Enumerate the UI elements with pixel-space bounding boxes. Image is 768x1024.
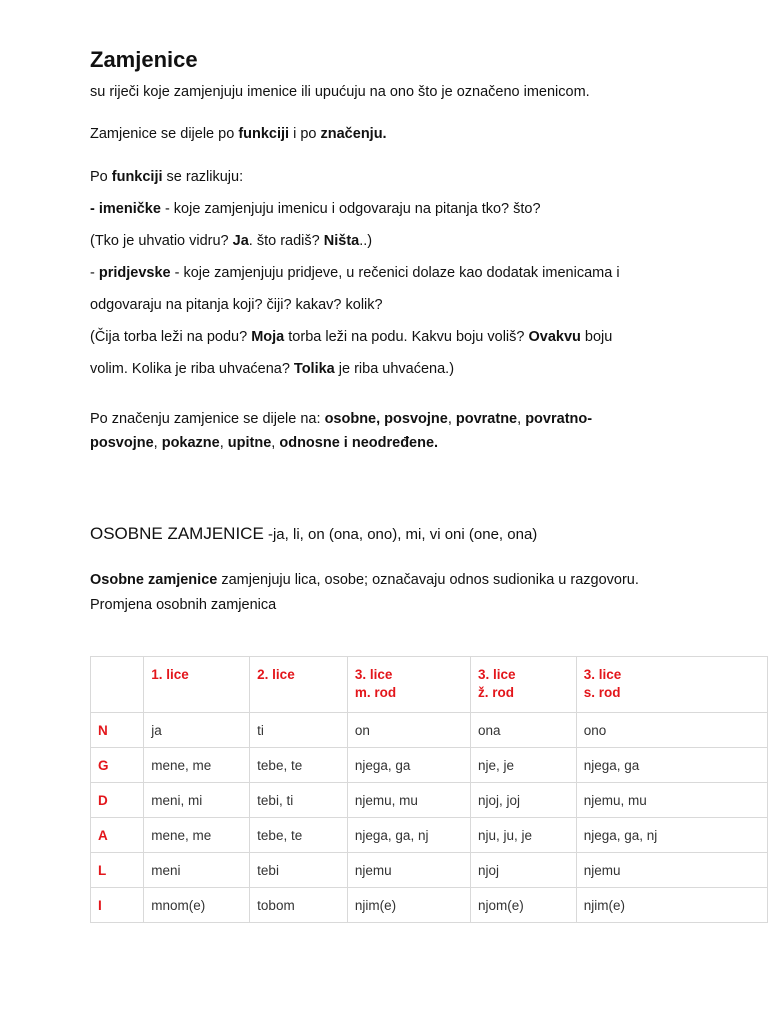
intro-text: su riječi koje zamjenjuju imenice ili upućuju na ono što je označeno imenicom. [90,84,590,100]
table-row [91,713,768,748]
table-cell: njim(e) [576,888,767,923]
case-label: N [91,713,144,748]
table-cell: tebi, ti [250,783,348,818]
table-cell: meni [144,853,250,888]
table-cell: ja [144,713,250,748]
division-line: Zamjenice se dijele po funkciji i po značenju. [90,126,387,142]
imenicke-example: (Tko je uhvatio vidru? Ja. što radiš? Ništa..) [90,233,373,249]
pridjevske-line-2: odgovaraju na pitanja koji? čiji? kakav? kolik? [90,297,383,313]
case-label: A [91,818,144,853]
table-cell: njega, ga, nj [576,818,767,853]
by-function-line: Po funkciji se razlikuju: [90,169,244,185]
declension-table [90,656,768,923]
table-row [91,853,768,888]
table-cell: tobom [250,888,348,923]
table-cell: ona [471,713,577,748]
imenicke-line: - imeničke - koje zamjenjuju imenicu i odgovaraju na pitanja tko? što? [90,201,541,217]
table-cell: njega, ga [347,748,470,783]
by-meaning-line-2: posvojne, pokazne, upitne, odnosne i neodređene. [90,435,439,451]
table-header-cell: 2. lice [250,657,348,713]
table-row [91,748,768,783]
table-row [91,783,768,818]
section-heading: OSOBNE ZAMJENICE -ja, li, on (ona, ono), mi, vi oni (one, ona) [90,524,538,543]
table-cell: ti [250,713,348,748]
table-cell: mene, me [144,748,250,783]
table-cell: njemu, mu [576,783,767,818]
table-cell: meni, mi [144,783,250,818]
table-header-row [91,657,768,713]
case-label: L [91,853,144,888]
table-cell: tebi [250,853,348,888]
table-cell: nje, je [471,748,577,783]
table-header-cell: 3. lice ž. rod [471,657,577,713]
table-cell: njom(e) [471,888,577,923]
table-cell: njim(e) [347,888,470,923]
table-cell: njoj [471,853,577,888]
table-cell: tebe, te [250,748,348,783]
case-label: D [91,783,144,818]
section-description-2: Promjena osobnih zamjenica [90,597,277,613]
table-cell: tebe, te [250,818,348,853]
pridjevske-example-2: volim. Kolika je riba uhvaćena? Tolika je riba uhvaćena.) [90,361,455,377]
table-cell: on [347,713,470,748]
table-cell: mene, me [144,818,250,853]
table-cell: njemu [576,853,767,888]
table-cell: mnom(e) [144,888,250,923]
table-cell: njemu, mu [347,783,470,818]
pridjevske-line: - pridjevske - koje zamjenjuju pridjeve, u rečenici dolaze kao dodatak imenicama i [90,265,620,281]
by-meaning-line: Po značenju zamjenice se dijele na: osobne, posvojne, povratne, povratno- [90,411,593,427]
table-row [91,818,768,853]
table-corner-cell [91,657,144,713]
case-label: G [91,748,144,783]
table-cell: njemu [347,853,470,888]
table-cell: njega, ga [576,748,767,783]
page-title: Zamjenice [90,47,198,72]
table-cell: ono [576,713,767,748]
pridjevske-example-1: (Čija torba leži na podu? Moja torba leži na podu. Kakvu boju voliš? Ovakvu boju [90,329,613,345]
case-label: I [91,888,144,923]
table-row [91,888,768,923]
table-cell: nju, ju, je [471,818,577,853]
table-cell: njega, ga, nj [347,818,470,853]
section-description: Osobne zamjenice zamjenjuju lica, osobe; označavaju odnos sudionika u razgovoru. [90,572,639,588]
table-header-cell: 3. lice s. rod [576,657,767,713]
table-header-cell: 1. lice [144,657,250,713]
table-cell: njoj, joj [471,783,577,818]
table-header-cell: 3. lice m. rod [347,657,470,713]
